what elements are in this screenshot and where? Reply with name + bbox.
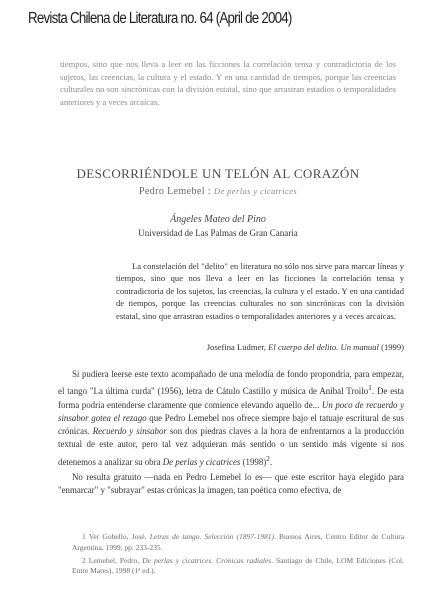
body-span: .: [269, 456, 273, 467]
body-span: Si pudiera leerse este texto acompañado de una melodía de fondo propondría, para empezar, el tango "La última curda" (1956), letra de Cátulo Castillo y música de Aníbal Troilo: [58, 369, 404, 397]
footnote-span: 1 Ver Gobello, José,: [82, 532, 147, 541]
epigraph-source-author: Josefina Ludmer,: [206, 342, 267, 352]
footnote-span: . Santiago de Chile, LOM Ediciones (Col. Entre Mares), 1998 (1ª ed.).: [72, 555, 405, 576]
epigraph-text: La constelación del "delito" en literatura no sólo nos sirve para marcar líneas y tiempos, sino que nos lleva a leer en las ficciones la correlación tensa y contradictoria de los sujetos, las creencias, la cultura y el estado. Y en una cantidad de tiempos, porque las creencias culturales no son sincrónicas con la división estatal, sino que arrastran estadios o temporalidades anteriores y a veces arcaicas.: [116, 261, 404, 321]
footnote: [72, 532, 404, 554]
footnote-span: . Buenos Aires, Centro Editor de Cultura Argentina, 1999, pp. 233-235.: [72, 532, 405, 552]
subtitle-work: De perlas y cicatrices: [213, 186, 298, 196]
epigraph-source-title: El cuerpo del delito. Un manual: [268, 342, 379, 352]
footnotes: [72, 532, 404, 577]
epigraph-source-year: (1999): [381, 342, 404, 352]
article-subtitle: [48, 186, 388, 197]
body-italic: Recuerdo y sinsabor: [92, 426, 167, 437]
author-name: Ángeles Mateo del Pino: [170, 214, 266, 225]
body-paragraph: No resulta gratuito —nada en Pedro Lemebel lo es— que este escritor haya elegido para "enmarcar" y "subrayar" estas crónicas la imagen, tan poética como efectiva, de: [58, 472, 404, 496]
body-span: son dos piedras claves a la hora de enfrentarnos a la producción textual de este autor, pero tal vez adquieran más sentido o un sentido más vigente si nos detenemos a analizar su obra: [58, 426, 405, 467]
body-italic: De perlas y cicatrices: [162, 456, 241, 467]
body-italic: Un poco de recuerdo y sinsabor gotea el rezago: [58, 399, 405, 423]
footnote: [72, 556, 404, 578]
footnote-span: 2 Lemebel, Pedro,: [82, 555, 140, 565]
footnote-italic: De perlas y cicatrices. Crónicas radiales: [142, 555, 272, 565]
bleed-through-text: tiempos, sino que nos lleva a leer en las ficciones la correlación tensa y contradictoria de los sujetos, las creencias, la cultura y el estado. Y en una cantidad de tiempos, porque las creencias culturales no son sincrónicas con la división estatal, sino que arrastran estadios o temporalidades anteriores y a veces arcaicas.: [60, 59, 396, 107]
epigraph-source: [176, 342, 404, 352]
article-title: DESCORRIÉNDOLE UN TELÓN AL CORAZÓN: [76, 166, 360, 181]
author-affiliation: Universidad de Las Palmas de Gran Canaria: [138, 228, 298, 238]
footnote-ref: 1: [368, 383, 372, 393]
body-span: (1998): [240, 456, 267, 467]
body-paragraph: [58, 368, 404, 469]
body-span: . De esta forma podría entenderse claramente que comience elevando aquello de...: [58, 386, 404, 410]
footnote-ref: 2: [266, 453, 270, 463]
body-span: que Pedro Lemebel nos ofrece siempre bajo el tatuaje escritural de sus crónicas.: [58, 412, 404, 437]
body-text: [58, 368, 404, 498]
journal-header: Revista Chilena de Literatura no. 64 (April de 2004): [28, 10, 292, 27]
footnote-italic: Letras de tango. Selección (1897-1981): [149, 532, 274, 541]
subtitle-author: Pedro Lemebel :: [138, 186, 212, 197]
